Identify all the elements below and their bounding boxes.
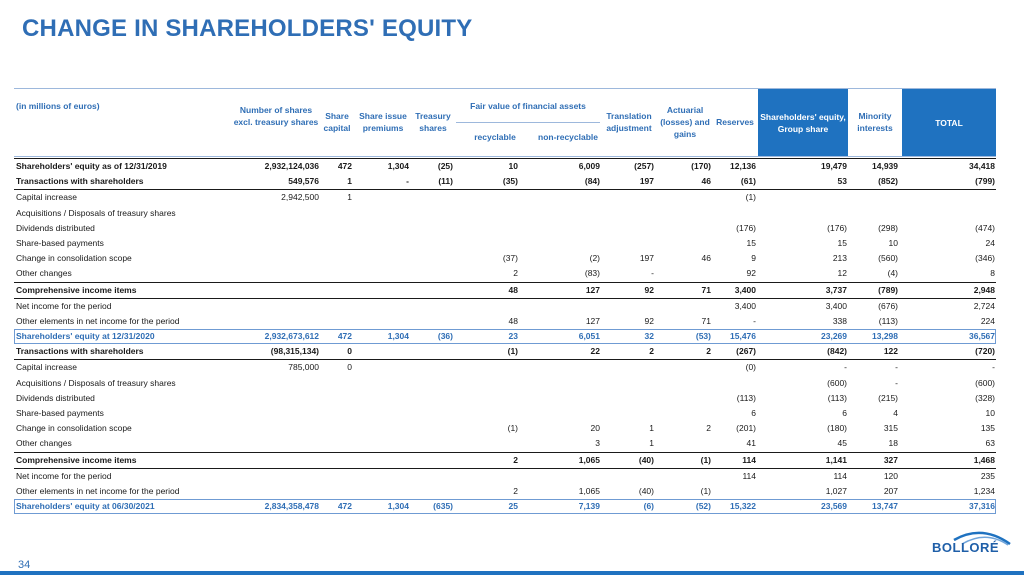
page-number: 34 — [18, 559, 31, 571]
row-value: 135 — [980, 423, 995, 434]
table-row — [14, 376, 996, 391]
row-value: (6) — [643, 501, 654, 512]
row-value: 41 — [746, 438, 756, 449]
row-value: - — [406, 176, 409, 187]
row-value: (600) — [975, 377, 995, 388]
row-value: 92 — [746, 268, 756, 279]
row-value: 338 — [832, 315, 847, 326]
row-value: 6 — [751, 408, 756, 418]
row-value: (176) — [736, 222, 756, 233]
bollore-logo — [932, 526, 1002, 560]
row-value: (298) — [878, 222, 898, 233]
row-value: 114 — [742, 470, 756, 481]
row-value: 127 — [585, 315, 600, 326]
table-row — [14, 391, 996, 406]
table-row — [14, 174, 996, 190]
table-row — [14, 469, 996, 484]
row-value: (720) — [975, 346, 995, 357]
row-value: 1,468 — [973, 454, 995, 465]
row-value: 1,304 — [387, 501, 409, 512]
row-label: Capital increase — [16, 362, 77, 373]
table-row — [14, 206, 996, 221]
row-value: (4) — [887, 268, 898, 279]
row-label: Net income for the period — [16, 470, 112, 481]
row-value: (180) — [827, 423, 847, 434]
header-group-share: Shareholders' equity, Group share — [758, 89, 848, 156]
row-value: (215) — [878, 392, 898, 403]
row-value: 92 — [644, 284, 654, 295]
row-value: (676) — [878, 300, 898, 311]
header-recyclable: recyclable — [474, 132, 516, 142]
row-value: 315 — [883, 423, 898, 434]
row-value: (40) — [638, 454, 654, 465]
row-value: (40) — [638, 485, 654, 496]
row-value: 37,316 — [969, 501, 995, 512]
table-row — [14, 360, 996, 375]
table-row — [14, 266, 996, 281]
row-value: 10 — [508, 161, 518, 171]
row-value: 0 — [347, 362, 352, 373]
row-value: 2 — [513, 268, 518, 279]
row-value: (35) — [502, 176, 518, 187]
row-value: 23 — [508, 331, 518, 342]
row-label: Other changes — [16, 438, 72, 449]
header-bottom-rule — [14, 156, 996, 157]
table-row — [14, 436, 996, 451]
row-value: 549,576 — [288, 176, 319, 187]
table-row — [14, 236, 996, 251]
row-value: 1,065 — [578, 485, 600, 496]
row-value: (635) — [433, 501, 453, 512]
table-row — [14, 158, 996, 174]
row-label: Shareholders' equity at 12/31/2020 — [16, 331, 155, 342]
row-value: 3,400 — [734, 284, 756, 295]
header-total: TOTAL — [902, 89, 996, 156]
row-value: 2 — [706, 423, 711, 434]
row-value: 235 — [980, 470, 995, 481]
table-row — [14, 344, 996, 360]
header-reserves: Reserves — [716, 117, 754, 127]
row-value: 207 — [883, 485, 898, 496]
row-value: 15,322 — [730, 501, 756, 512]
row-value: - — [895, 377, 898, 388]
row-label: Other changes — [16, 268, 72, 279]
row-value: (1) — [745, 192, 756, 203]
row-value: (600) — [827, 377, 847, 388]
row-value: - — [844, 362, 847, 373]
row-value: 20 — [590, 423, 600, 434]
row-value: 2 — [513, 454, 518, 465]
row-value: (267) — [736, 346, 756, 357]
row-value: 36,567 — [969, 331, 995, 342]
row-value: (176) — [827, 222, 847, 233]
row-value: (25) — [437, 161, 453, 171]
header-non-recyclable: non-recyclable — [538, 132, 598, 142]
row-label: Other elements in net income for the period — [16, 485, 180, 496]
row-value: 7,139 — [578, 501, 600, 512]
row-value: 53 — [837, 176, 847, 187]
row-value: 12,136 — [730, 161, 756, 171]
row-value: (37) — [502, 253, 518, 264]
row-value: 6 — [842, 408, 847, 418]
row-value: (1) — [700, 485, 711, 496]
row-value: (789) — [878, 284, 898, 295]
row-value: 32 — [644, 331, 654, 342]
table-row — [14, 314, 996, 329]
unit-label: (in millions of euros) — [16, 101, 100, 111]
row-value: 120 — [883, 470, 898, 481]
row-value: 48 — [508, 315, 518, 326]
row-value: 8 — [990, 268, 995, 279]
row-value: (11) — [438, 176, 453, 187]
footer-rule — [0, 571, 1024, 575]
row-value: (0) — [745, 362, 756, 373]
row-value: 15 — [837, 237, 847, 248]
row-value: 224 — [980, 315, 995, 326]
row-value: 1,141 — [825, 454, 847, 465]
table-row — [14, 406, 996, 421]
row-label: Comprehensive income items — [16, 284, 137, 295]
header-treasury-shares: Treasury shares — [415, 111, 451, 133]
row-value: 127 — [585, 284, 600, 295]
equity-table — [14, 158, 996, 514]
row-value: 1,065 — [578, 454, 600, 465]
row-label: Acquisitions / Disposals of treasury shares — [16, 377, 176, 388]
row-value: 4 — [893, 408, 898, 418]
row-label: Dividends distributed — [16, 392, 95, 403]
row-label: Transactions with shareholders — [16, 346, 144, 357]
row-label: Comprehensive income items — [16, 454, 137, 465]
row-value: 197 — [639, 253, 654, 264]
row-value: 45 — [837, 438, 847, 449]
row-value: (36) — [437, 331, 453, 342]
row-value: 2,834,358,478 — [264, 501, 319, 512]
row-value: 3,400 — [825, 300, 847, 311]
table-row — [14, 499, 996, 514]
row-value: 15 — [746, 237, 756, 248]
row-label: Dividends distributed — [16, 222, 95, 233]
row-value: (1) — [507, 423, 518, 434]
header-translation-adjustment: Translation adjustment — [606, 111, 652, 133]
row-label: Acquisitions / Disposals of treasury shares — [16, 207, 176, 218]
header-actuarial: Actuarial (losses) and gains — [660, 105, 710, 139]
table-row — [14, 421, 996, 436]
row-value: 13,747 — [872, 501, 898, 512]
header-share-capital: Share capital — [323, 111, 351, 133]
row-value: 23,269 — [821, 331, 847, 342]
row-value: 1,304 — [387, 161, 409, 171]
row-value: (113) — [878, 315, 898, 326]
row-value: - — [895, 362, 898, 373]
table-row — [14, 329, 996, 344]
row-label: Share-based payments — [16, 237, 104, 248]
row-label: Shareholders' equity at 06/30/2021 — [16, 501, 155, 512]
row-value: 2,932,124,036 — [264, 161, 319, 171]
row-value: 3 — [595, 438, 600, 449]
row-value: 14,939 — [872, 161, 898, 171]
row-value: 1,027 — [825, 485, 847, 496]
row-value: 34,418 — [969, 161, 995, 171]
row-value: 2,932,673,612 — [264, 331, 319, 342]
row-value: 472 — [337, 501, 352, 512]
row-value: (852) — [878, 176, 898, 187]
row-value: (560) — [878, 253, 898, 264]
row-value: 472 — [337, 161, 352, 171]
row-value: (799) — [975, 176, 995, 187]
row-value: 0 — [347, 346, 352, 357]
row-value: 2,942,500 — [281, 192, 319, 203]
row-value: 1,304 — [387, 331, 409, 342]
row-value: - — [753, 315, 756, 326]
row-value: 6,009 — [578, 161, 600, 171]
row-label: Other elements in net income for the period — [16, 315, 180, 326]
header-fair-value: Fair value of financial assets — [470, 101, 586, 111]
row-value: - — [651, 268, 654, 279]
logo-text: BOLLORÉ — [932, 540, 1000, 555]
row-value: 1 — [347, 192, 352, 203]
row-value: 46 — [701, 253, 711, 264]
row-value: - — [992, 362, 995, 373]
row-value: (201) — [736, 423, 756, 434]
table-row — [14, 299, 996, 314]
table-row — [14, 282, 996, 299]
row-value: 2,724 — [973, 300, 995, 311]
row-label: Shareholders' equity as of 12/31/2019 — [16, 161, 167, 171]
table-row — [14, 221, 996, 236]
row-label: Capital increase — [16, 192, 77, 203]
row-value: 63 — [985, 438, 995, 449]
row-value: 114 — [833, 470, 847, 481]
row-value: (474) — [975, 222, 995, 233]
row-label: Change in consolidation scope — [16, 253, 132, 264]
table-row — [14, 452, 996, 469]
row-value: 18 — [888, 438, 898, 449]
row-value: (1) — [700, 454, 711, 465]
row-value: 114 — [742, 454, 756, 465]
row-value: 13,298 — [872, 331, 898, 342]
row-value: 71 — [701, 315, 711, 326]
row-value: (2) — [589, 253, 600, 264]
row-value: (53) — [695, 331, 711, 342]
row-value: 25 — [508, 501, 518, 512]
row-value: 15,476 — [730, 331, 756, 342]
row-value: 22 — [590, 346, 600, 357]
row-value: 327 — [883, 454, 898, 465]
row-value: (98,315,134) — [270, 346, 319, 357]
row-value: (170) — [691, 161, 711, 171]
row-value: (1) — [507, 346, 518, 357]
row-value: 1,234 — [973, 485, 995, 496]
table-row — [14, 251, 996, 266]
header-share-issue-premiums: Share issue premiums — [359, 111, 407, 133]
row-value: 213 — [832, 253, 847, 264]
table-row — [14, 484, 996, 499]
row-value: 197 — [639, 176, 654, 187]
row-label: Share-based payments — [16, 408, 104, 418]
row-value: (257) — [634, 161, 654, 171]
row-value: 46 — [701, 176, 711, 187]
row-value: (83) — [584, 268, 600, 279]
row-value: (61) — [740, 176, 756, 187]
row-value: 10 — [888, 237, 898, 248]
row-value: (328) — [975, 392, 995, 403]
row-value: 2 — [649, 346, 654, 357]
row-value: 19,479 — [821, 161, 847, 171]
row-value: 48 — [508, 284, 518, 295]
table-row — [14, 190, 996, 205]
row-value: 12 — [837, 268, 847, 279]
row-value: 1 — [347, 176, 352, 187]
page-title: CHANGE IN SHAREHOLDERS' EQUITY — [22, 15, 473, 42]
row-value: 472 — [337, 331, 352, 342]
header-top-rule — [14, 88, 996, 89]
row-value: 2,948 — [973, 284, 995, 295]
row-label: Net income for the period — [16, 300, 112, 311]
row-label: Change in consolidation scope — [16, 423, 132, 434]
row-value: 9 — [751, 253, 756, 264]
row-value: (346) — [975, 253, 995, 264]
row-value: 122 — [883, 346, 898, 357]
row-value: 3,737 — [825, 284, 847, 295]
row-value: 23,569 — [821, 501, 847, 512]
row-value: 6,051 — [578, 331, 600, 342]
row-value: 3,400 — [734, 300, 756, 311]
row-value: (113) — [827, 392, 847, 403]
row-value: (113) — [736, 392, 756, 403]
header-minority-interests: Minority interests — [857, 111, 893, 133]
row-value: (84) — [584, 176, 600, 187]
row-value: 10 — [985, 408, 995, 418]
row-value: 785,000 — [288, 362, 319, 373]
row-value: 24 — [985, 237, 995, 248]
row-value: 2 — [513, 485, 518, 496]
header-fair-value-rule — [456, 122, 600, 123]
row-value: 2 — [706, 346, 711, 357]
row-value: (52) — [695, 501, 711, 512]
row-value: 1 — [649, 438, 654, 449]
row-value: (842) — [827, 346, 847, 357]
row-value: 92 — [644, 315, 654, 326]
row-value: 1 — [649, 423, 654, 434]
row-value: 71 — [701, 284, 711, 295]
row-label: Transactions with shareholders — [16, 176, 144, 187]
header-number-of-shares: Number of shares excl. treasury shares — [233, 105, 319, 127]
